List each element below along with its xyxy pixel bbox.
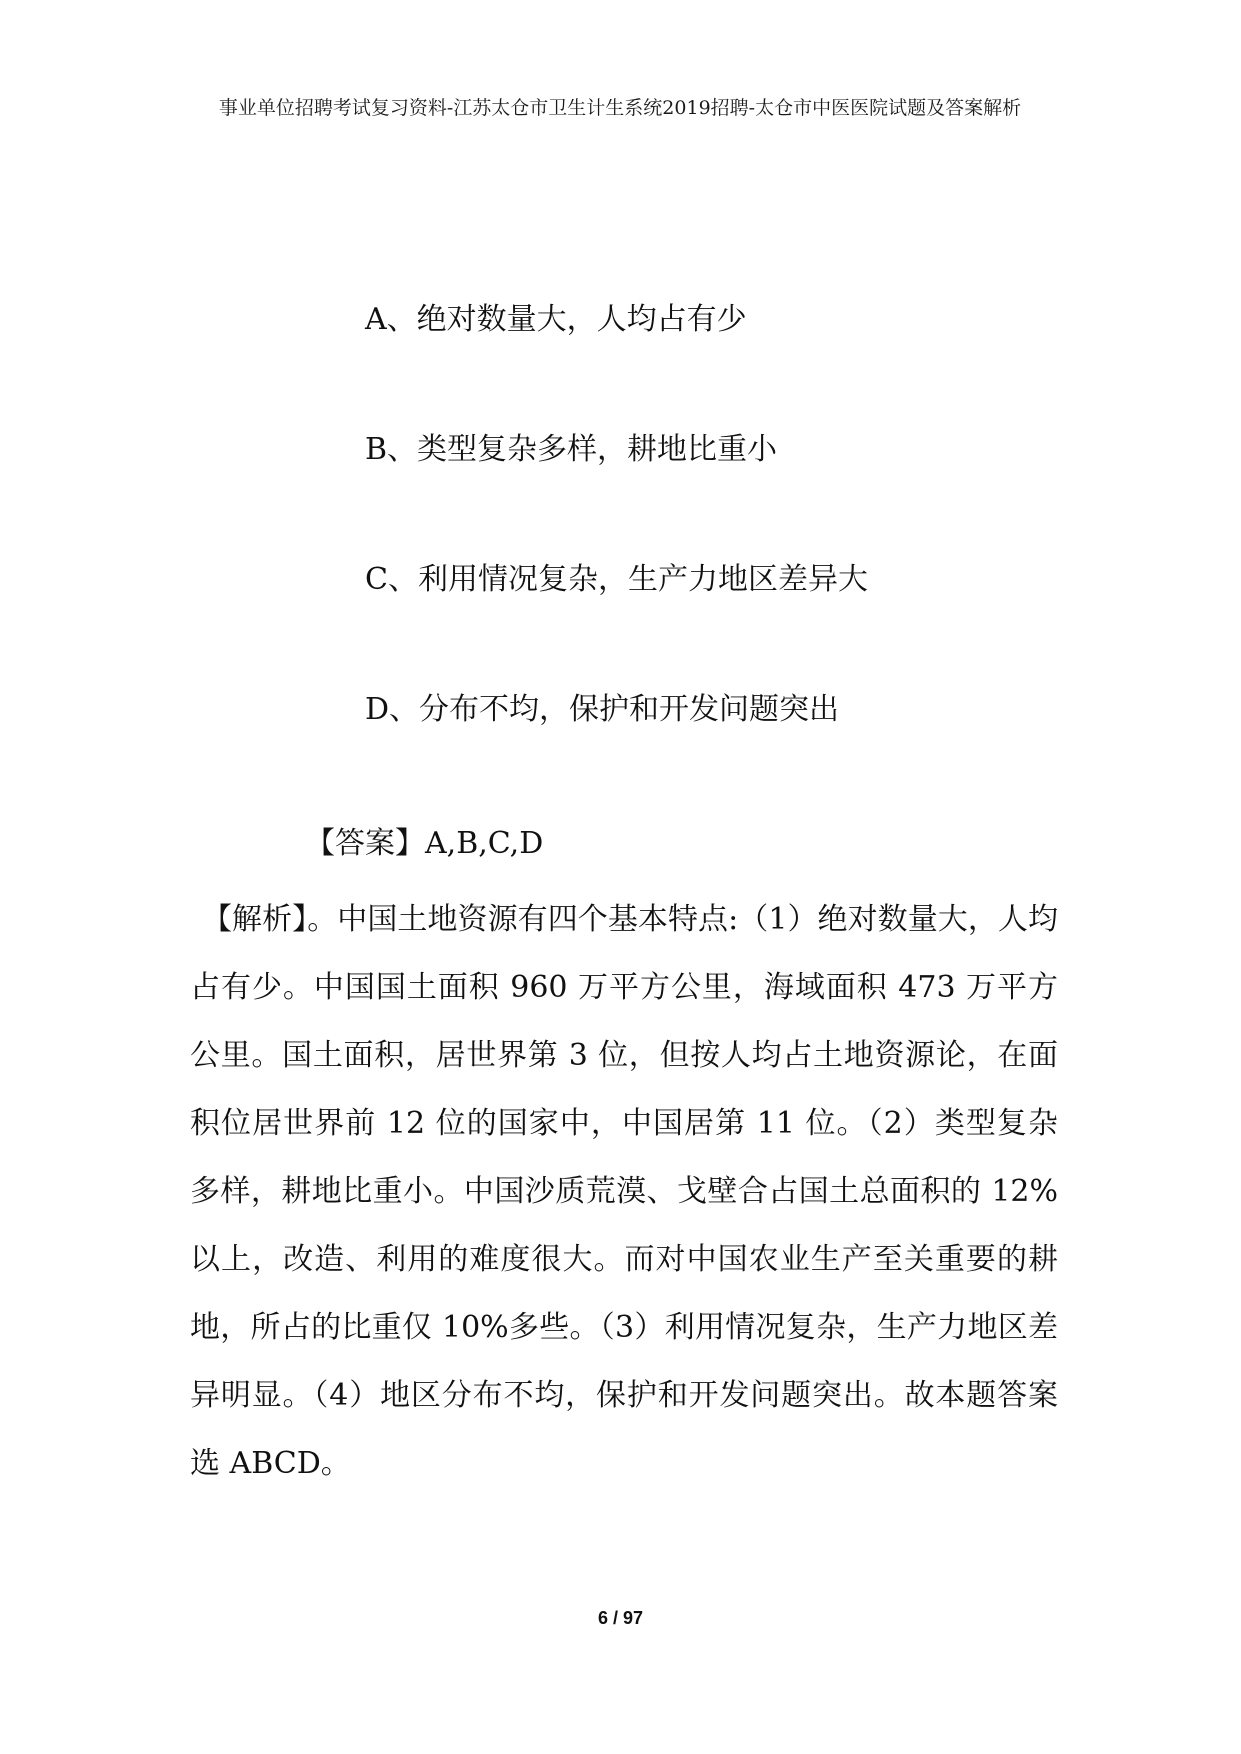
analysis-paragraph: 【解析】。中国土地资源有四个基本特点:（1）绝对数量大，人均占有少。中国国土面积 960 万平方公里，海域面积 473 万平方公里。国土面积，居世界第 3 位，但按人均占土地资源论，在面积位居世界前 12 位的国家中，中国居第 11 位。（2）类型复杂多样，耕地比重小。中国沙质荒漠、戈壁合占国土总面积的 12%以上，改造、利用的难度很大。而对中国农业生产至关重要的耕地，所占的比重仅 10%多些。（3）利用情况复杂，生产力地区差异明显。（4）地区分布不均，保护和开发问题突出。故本题答案选 ABCD。 xyxy=(190,902,1058,1481)
page-number: 6 / 97 xyxy=(597,1608,644,1628)
option-b: B、类型复杂多样，耕地比重小 xyxy=(365,432,778,467)
answer-line: 【答案】A,B,C,D xyxy=(305,826,544,861)
option-d: D、分布不均，保护和开发问题突出 xyxy=(365,692,840,727)
option-c: C、利用情况复杂，生产力地区差异大 xyxy=(365,562,868,597)
option-a: A、绝对数量大，人均占有少 xyxy=(365,302,747,337)
option-list xyxy=(365,300,1085,820)
page-header-title: 事业单位招聘考试复习资料-江苏太仓市卫生计生系统2019招聘-太仓市中医医院试题及答案解析 xyxy=(218,97,1022,119)
